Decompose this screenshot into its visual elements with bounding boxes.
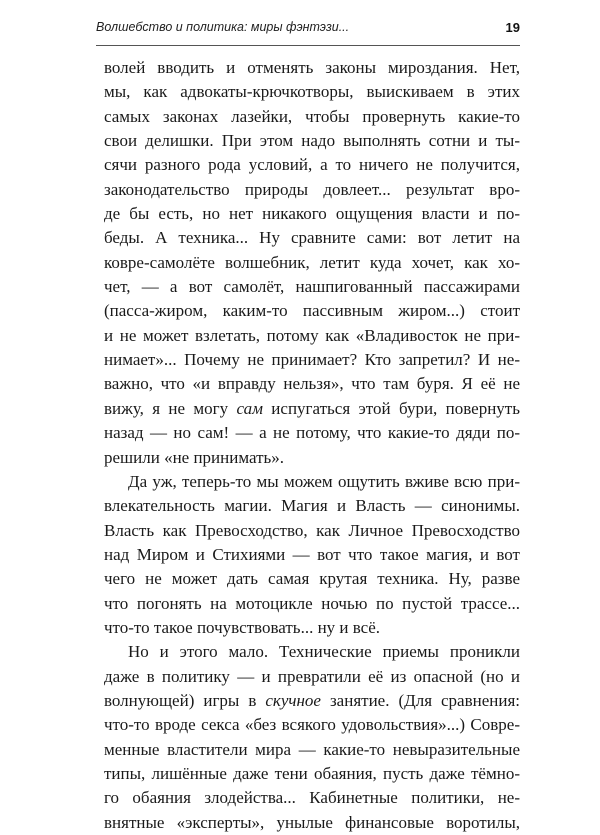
text-line [104, 178, 520, 202]
text-segment: чет, — а вот самолёт, нашпигованный пассажирами [104, 277, 520, 297]
text-line [104, 543, 520, 567]
text-segment: законодательство природы довлеет... результат вро- [104, 179, 520, 199]
text-line [104, 105, 520, 129]
text-segment: (пасса-жиром, каким-то пассивным жиром...) стоит [104, 301, 520, 321]
text-line [104, 713, 520, 737]
body-text [104, 56, 520, 835]
text-segment: самых законах лазейки, чтобы провернуть какие-то [104, 106, 520, 126]
text-segment: Власть как Превосходство, как Личное Превосходство [104, 520, 520, 540]
paragraph [104, 470, 520, 640]
text-segment: Но и этого мало. Технические приемы проникли [128, 642, 520, 662]
text-line [104, 592, 520, 616]
text-segment: мы, как адвокаты-крючкотворы, выискиваем в этих [104, 82, 520, 102]
text-segment: го обаяния злодейства... Кабинетные политики, не- [104, 788, 520, 808]
header-rule [96, 45, 520, 46]
text-line [104, 446, 520, 470]
text-segment: что-то такое почувствовать... ну и всё. [104, 617, 381, 637]
emphasized-text: скучное [265, 690, 321, 710]
text-segment: занятие. (Для сравнения: [320, 690, 520, 710]
text-line [104, 56, 520, 80]
text-line [104, 226, 520, 250]
text-line [104, 348, 520, 372]
text-segment: Да уж, теперь-то мы можем ощутить вживе всю при- [128, 471, 520, 491]
text-segment: влекательность магии. Магия и Власть — синонимы. [104, 496, 520, 516]
text-line [104, 299, 520, 323]
emphasized-text: сам [236, 398, 263, 418]
text-segment: что-то вроде секса «без всякого удовольствия»...) Совре- [104, 715, 520, 735]
page-number: 19 [505, 20, 520, 35]
text-line [104, 519, 520, 543]
text-segment: де бы есть, но нет никакого ощущения власти и по- [104, 204, 520, 224]
text-segment: и не может взлетать, потому как «Владивосток не при- [104, 325, 520, 345]
text-segment: типы, лишённые даже тени обаяния, пусть даже тёмно- [104, 763, 520, 783]
text-line [104, 202, 520, 226]
text-line [104, 421, 520, 445]
text-segment: ковре-самолёте волшебник, летит куда хочет, как хо- [104, 252, 520, 272]
running-head-title: Волшебство и политика: миры фэнтэзи... [96, 20, 350, 34]
text-line [104, 275, 520, 299]
running-head [96, 20, 520, 42]
text-line [104, 397, 520, 421]
text-line [104, 786, 520, 810]
text-segment: что погонять на мотоцикле ночью по пустой трассе... [104, 593, 520, 613]
text-line [104, 811, 520, 835]
text-segment: волей вводить и отменять законы мироздания. Нет, [104, 58, 520, 77]
text-segment: решили «не принимать». [104, 447, 285, 467]
text-segment: беды. А техника... Ну сравните сами: вот летит на [104, 228, 520, 248]
text-line [104, 616, 520, 640]
text-segment: нимает»... Почему не принимает? Кто запретил? И не- [104, 350, 520, 370]
text-segment: важно, что «и вправду нельзя», что там буря. Я её не [104, 374, 520, 394]
text-line [104, 324, 520, 348]
text-segment: чего не может дать самая крутая техника. Ну, разве [104, 569, 520, 589]
text-segment: даже в политику — и превратили её из опасной (но и [104, 666, 520, 686]
text-segment: испугаться этой бури, повернуть [262, 398, 520, 418]
text-line [104, 129, 520, 153]
text-line [104, 153, 520, 177]
text-segment: вижу, я не могу [104, 398, 237, 418]
text-segment: менные властители мира — какие-то невыразительные [104, 739, 520, 759]
text-line [104, 80, 520, 104]
text-segment: над Миром и Стихиями — вот что такое магия, и вот [104, 544, 520, 564]
text-line [104, 665, 520, 689]
text-line [104, 494, 520, 518]
paragraph [104, 56, 520, 470]
text-segment: назад — но сам! — а не потому, что какие-то дяди по- [104, 423, 520, 443]
text-line [104, 762, 520, 786]
text-segment: внятные «эксперты», унылые финансовые воротилы, [104, 812, 520, 832]
text-segment: свои делишки. При этом надо выполнять сотни и ты- [104, 131, 520, 151]
text-line [104, 567, 520, 591]
paragraph [104, 640, 520, 835]
text-line [104, 640, 520, 664]
text-segment: волнующей) игры в [104, 690, 266, 710]
text-segment: сячи разного рода условий, а то ничего не получится, [104, 155, 520, 175]
text-line [104, 251, 520, 275]
text-line [104, 689, 520, 713]
text-line [104, 372, 520, 396]
text-line [104, 470, 520, 494]
